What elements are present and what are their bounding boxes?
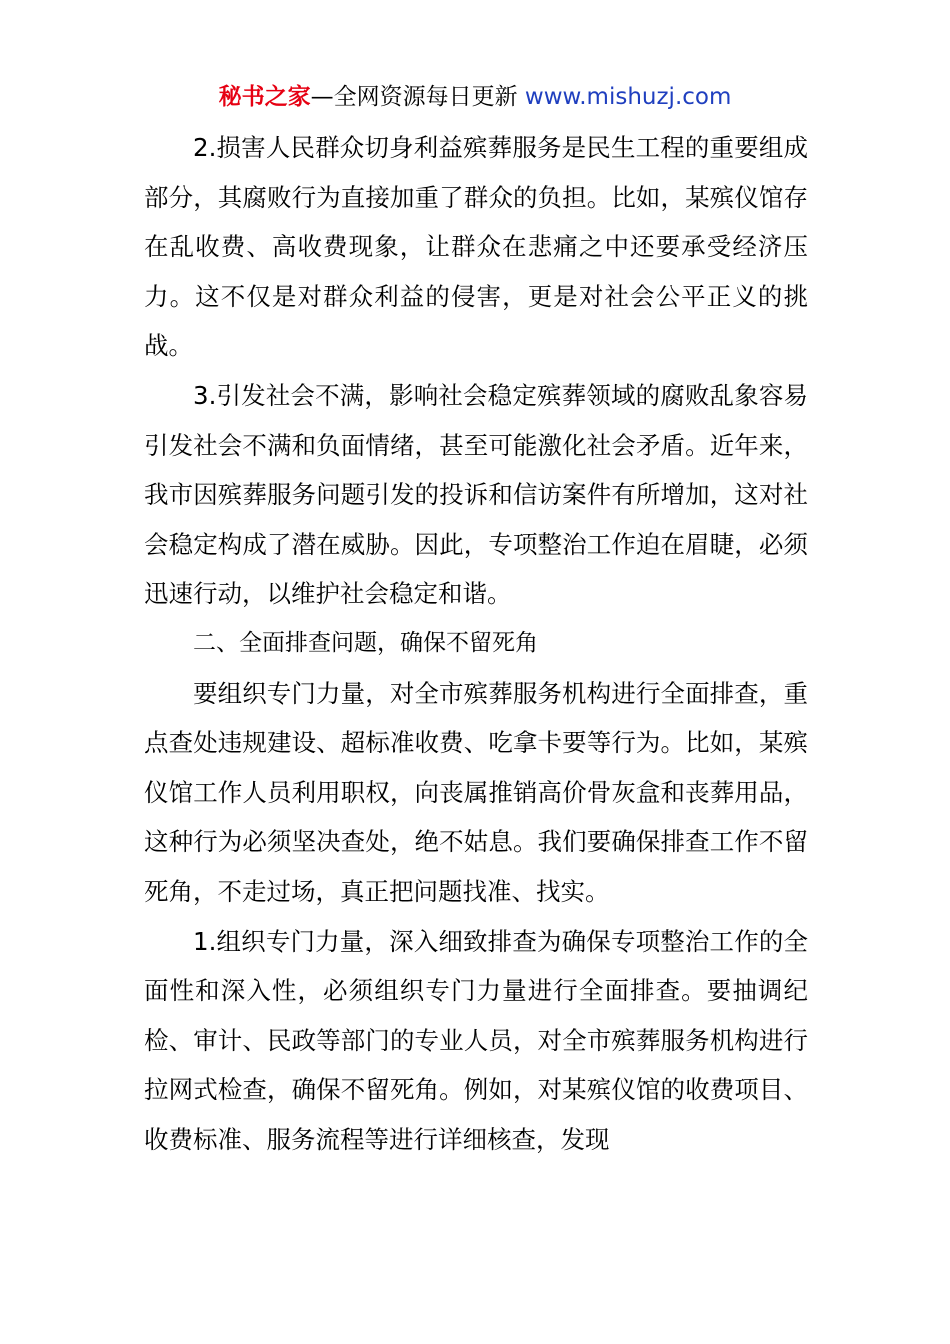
site-brand: 秘书之家 bbox=[218, 84, 311, 110]
section-heading-2: 二、全面排查问题，确保不留死角 bbox=[192, 629, 538, 656]
paragraph-section-intro: 要组织专门力量，对全市殡葬服务机构进行全面排查，重点查处违规建设、超标准收费、吃拿卡要等行为。比如，某殡仪馆工作人员利用职权，向丧属推销高价骨灰盒和丧葬用品，这种行为必须坚决查处，绝不姑息。我们要确保排查工作不留死角，不走过场，真正把问题找准、找实。 bbox=[144, 678, 808, 906]
paragraph-point-1: 1.组织专门力量，深入细致排查为确保专项整治工作的全面性和深入性，必须组织专门力量进行全面排查。要抽调纪检、审计、民政等部门的专业人员，对全市殡葬服务机构进行拉网式检查，确保不留死角。例如，对某殡仪馆的收费项目、收费标准、服务流程等进行详细核查，发现 bbox=[144, 926, 808, 1154]
site-tagline: —全网资源每日更新 bbox=[310, 84, 518, 110]
paragraph-point-3: 3.引发社会不满，影响社会稳定殡葬领域的腐败乱象容易引发社会不满和负面情绪，甚至可能激化社会矛盾。近年来，我市因殡葬服务问题引发的投诉和信访案件有所增加，这对社会稳定构成了潜在威胁。因此，专项整治工作迫在眉睫，必须迅速行动，以维护社会稳定和谐。 bbox=[144, 380, 808, 609]
document-body bbox=[144, 123, 808, 1164]
paragraph-point-2: 2.损害人民群众切身利益殡葬服务是民生工程的重要组成部分，其腐败行为直接加重了群众的负担。比如，某殡仪馆存在乱收费、高收费现象，让群众在悲痛之中还要承受经济压力。这不仅是对群众利益的侵害，更是对社会公平正义的挑战。 bbox=[144, 133, 808, 361]
site-url-link[interactable]: www.mishuzj.com bbox=[524, 84, 732, 110]
site-header bbox=[0, 80, 950, 114]
